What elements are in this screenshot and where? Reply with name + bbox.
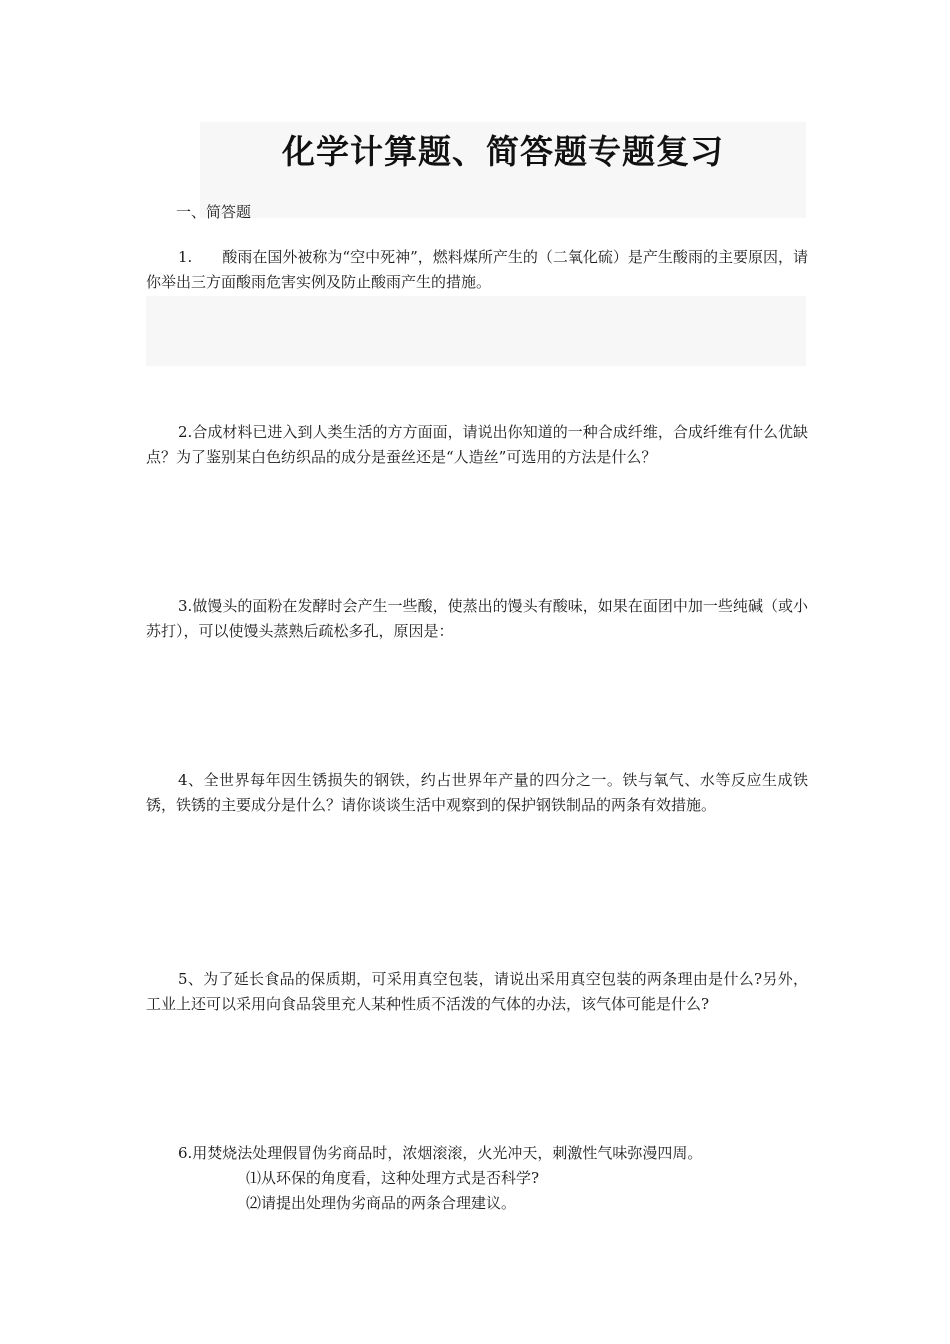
- question-3: 3.做馒头的面粉在发酵时会产生一些酸，使蒸出的馒头有酸味，如果在面团中加一些纯碱（或小苏打），可以使馒头蒸熟后疏松多孔，原因是：: [146, 597, 808, 640]
- question-1: 1. 酸雨在国外被称为“空中死神”，燃料煤所产生的（二氧化硫）是产生酸雨的主要原因，请你举出三方面酸雨危害实例及防止酸雨产生的措施。: [146, 248, 808, 291]
- answer-area-shading: [146, 296, 806, 366]
- page-title: 化学计算题、简答题专题复习: [282, 132, 724, 171]
- sub-question-1: ⑴从环保的角度看，这种处理方式是否科学?: [246, 1169, 540, 1187]
- sub-question-2: ⑵请提出处理伪劣商品的两条合理建议。: [246, 1194, 517, 1212]
- question-6: 6.用焚烧法处理假冒伪劣商品时，浓烟滚滚，火光冲天，刺激性气味弥漫四周。: [178, 1144, 703, 1162]
- question-4: 4、全世界每年因生锈损失的钢铁，约占世界年产量的四分之一。铁与氧气、水等反应生成铁锈，铁锈的主要成分是什么？请你谈谈生活中观察到的保护钢铁制品的两条有效措施。: [146, 771, 808, 814]
- question-5: 5、为了延长食品的保质期，可采用真空包装，请说出采用真空包装的两条理由是什么?另外，工业上还可以采用向食品袋里充人某种性质不活泼的气体的办法，该气体可能是什么?: [146, 970, 808, 1013]
- question-2: 2.合成材料已进入到人类生活的方方面面，请说出你知道的一种合成纤维，合成纤维有什么优缺点？为了鉴别某白色纺织品的成分是蚕丝还是“人造丝”可选用的方法是什么？: [146, 423, 808, 466]
- section-heading: 一、简答题: [176, 203, 252, 221]
